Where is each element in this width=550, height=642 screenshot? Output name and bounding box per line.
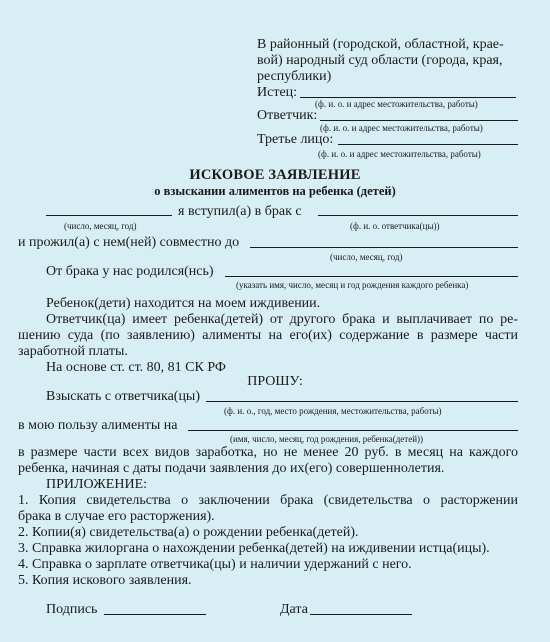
collect-text: Взыскать с ответчика(цы) — [46, 389, 200, 404]
other-child-line-3: заработной платы. — [18, 344, 128, 359]
request-heading: ПРОШУ: — [247, 374, 303, 389]
defendant-label: Ответчик: — [257, 108, 318, 123]
attachment-item-1-line-1: 1. Копия свидетельства о заключении брака (свидетельства о расторжении — [18, 493, 518, 508]
dependency-text: Ребенок(дети) находится на моем иждивении. — [46, 296, 321, 311]
children-text: От брака у нас родился(нсь) — [46, 264, 214, 279]
legal-basis-text: На основе ст. ст. 80, 81 СК РФ — [46, 360, 226, 375]
court-header-line-1: В районный (городской, областной, крае- — [257, 37, 504, 52]
defendant-line[interactable] — [320, 120, 518, 121]
date-label: Дата — [280, 602, 308, 617]
marriage-text: я вступил(а) в брак с — [178, 204, 302, 219]
cohabitation-hint: (число, месяц, год) — [330, 252, 403, 262]
other-child-line-2: шению суда (по заявлению) алименты на его(их) содержание в размере части — [18, 328, 518, 343]
plaintiff-label: Истец: — [257, 85, 298, 100]
cohabitation-text: и прожил(а) с нем(ней) совместно до — [18, 235, 240, 250]
signature-label: Подпись — [46, 602, 98, 617]
marriage-date-line[interactable] — [46, 215, 172, 216]
other-child-line-1: Ответчик(ца) имеет ребенка(детей) от другого брака и выплачивает по ре- — [46, 312, 518, 327]
children-line[interactable] — [225, 276, 518, 277]
amount-line-1: в размере части всех видов заработка, но не менее 20 руб. в месяц на каждого — [18, 445, 518, 460]
spouse-name-hint: (ф. и. о. ответчика(цы)) — [350, 221, 440, 231]
attachment-item-3: 3. Справка жилоргана о нахождении ребенка(детей) на иждивении истца(ицы). — [18, 541, 490, 556]
date-line[interactable] — [310, 614, 412, 615]
signature-line[interactable] — [104, 614, 206, 615]
third-party-hint: (ф. и. о. и адрес местожительства, работы) — [318, 149, 481, 159]
spouse-name-line[interactable] — [318, 215, 518, 216]
attachment-item-1-line-2: брака в случае его расторжения). — [18, 509, 215, 524]
attachment-item-4: 4. Справка о зарплате ответчика(цы) и наличии удержаний с него. — [18, 557, 412, 572]
collect-hint: (ф. и. о., год, место рождения, местожительства, работы) — [224, 406, 442, 416]
favor-text: в мою пользу алименты на — [18, 418, 178, 433]
favor-hint: (имя, число, месяц, год рождения, ребенка(детей)) — [230, 434, 424, 444]
plaintiff-line[interactable] — [300, 97, 516, 98]
attachment-item-5: 5. Копия искового заявления. — [18, 573, 192, 588]
court-header-line-3: республики) — [257, 69, 332, 84]
document-title: ИСКОВОЕ ЗАЯВЛЕНИЕ — [189, 167, 361, 183]
third-party-line[interactable] — [338, 144, 518, 145]
attachments-heading: ПРИЛОЖЕНИЕ: — [46, 477, 148, 492]
document-subtitle: о взыскании алиментов на ребенка (детей) — [154, 184, 396, 198]
attachment-item-2: 2. Копии(я) свидетельства(а) о рождении ребенка(детей). — [18, 525, 359, 540]
children-hint: (указать имя, число, месяц и год рождения каждого ребенка) — [236, 280, 469, 290]
plaintiff-hint: (ф. и. о. и адрес местожительства, работы) — [315, 99, 478, 109]
favor-line[interactable] — [188, 430, 518, 431]
amount-line-2: ребенка, начиная с даты подачи заявления до их(его) совершеннолетия. — [18, 461, 445, 476]
collect-line[interactable] — [206, 401, 518, 402]
cohabitation-date-line[interactable] — [250, 247, 518, 248]
defendant-hint: (ф. и. о. и адрес местожительства, работы) — [320, 123, 483, 133]
marriage-date-hint: (число, месяц, год) — [64, 221, 137, 231]
court-header-line-2: вой) народный суд области (города, края, — [257, 53, 503, 68]
third-party-label: Третье лицо: — [257, 132, 334, 147]
